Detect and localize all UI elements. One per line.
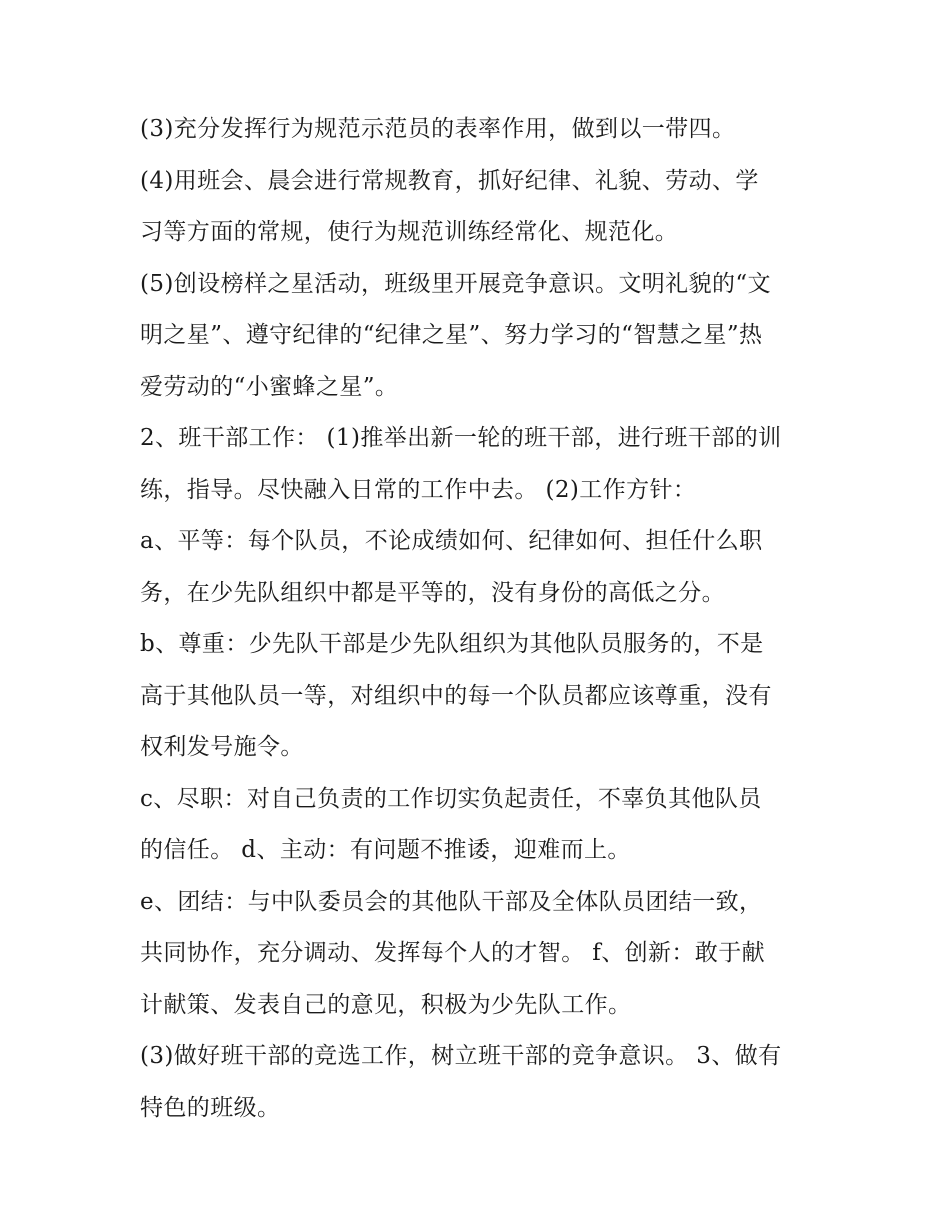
text-line: e、团结：与中队委员会的其他队干部及全体队员团结一致， [140,888,763,915]
text-line: (3)充分发挥行为规范示范员的表率作用，做到以一带四。 [140,116,736,142]
text-line: (4)用班会、晨会进行常规教育，抓好纪律、礼貌、劳动、学 [140,167,759,194]
text-line: 高于其他队员一等，对组织中的每一个队员都应该尊重，没有 [140,682,772,709]
text-line: 明之星”、遵守纪律的“纪律之星”、努力学习的“智慧之星”热 [140,322,763,348]
text-line: 务，在少先队组织中都是平等的，没有身份的高低之分。 [140,579,725,606]
text-line: b、尊重：少先队干部是少先队组织为其他队员服务的，不是 [140,631,764,657]
text-line: a、平等：每个队员，不论成绩如何、纪律如何、担任什么职 [140,528,763,554]
document-body [140,104,820,1134]
text-line: 权利发号施令。 [140,734,304,760]
text-line: 爱劳动的“小蜜蜂之星”。 [140,373,399,400]
text-line: 2、班干部工作： (1)推举出新一轮的班干部，进行班干部的训 [140,425,782,451]
text-line: 特色的班级。 [140,1094,281,1121]
text-line: (3)做好班干部的竞选工作，树立班干部的竞争意识。 3、做有 [140,1043,782,1069]
text-line: 的信任。 d、主动：有问题不推诿，迎难而上。 [140,837,631,863]
text-line: (5)创设榜样之星活动，班级里开展竞争意识。文明礼貌的“文 [140,270,771,297]
text-line: 共同协作，充分调动、发挥每个人的才智。 f、创新：敢于献 [140,940,766,966]
text-line: 计献策、发表自己的意见，积极为少先队工作。 [140,991,632,1018]
text-line: c、尽职：对自己负责的工作切实负起责任，不辜负其他队员 [140,785,762,812]
text-line: 练，指导。尽快融入日常的工作中去。 (2)工作方针： [140,476,697,503]
text-line: 习等方面的常规，使行为规范训练经常化、规范化。 [140,219,679,245]
